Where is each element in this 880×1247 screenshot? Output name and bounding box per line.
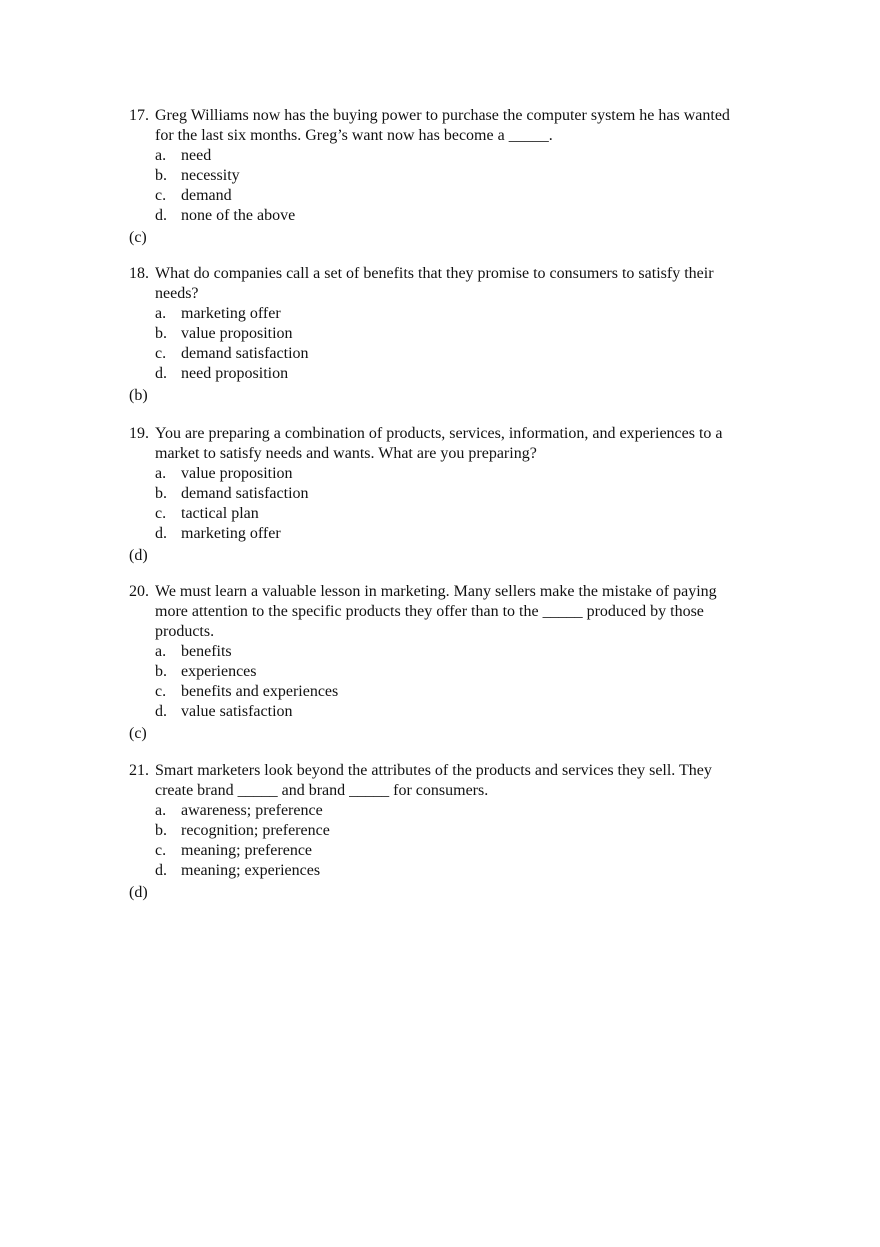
question-stem	[129, 264, 749, 304]
option-b	[155, 821, 749, 841]
question-21	[129, 761, 749, 903]
option-c	[155, 841, 749, 861]
option-letter: c.	[155, 683, 167, 700]
question-number: 19.	[129, 425, 149, 442]
option-letter: b.	[155, 167, 167, 184]
option-d	[155, 861, 749, 881]
option-letter: d.	[155, 365, 167, 382]
option-letter: a.	[155, 465, 167, 482]
option-letter: c.	[155, 345, 167, 362]
option-text: need proposition	[181, 365, 289, 382]
option-list	[129, 304, 749, 384]
question-stem	[129, 424, 749, 464]
option-letter: b.	[155, 485, 167, 502]
option-text: none of the above	[181, 207, 296, 224]
question-17	[129, 106, 749, 248]
option-text: necessity	[181, 167, 240, 184]
question-text: Greg Williams now has the buying power to purchase the computer system he has wanted for the last six months. Greg’s want now has become a _____.	[155, 107, 730, 144]
option-list	[129, 642, 749, 722]
question-stem	[129, 761, 749, 801]
option-letter: d.	[155, 525, 167, 542]
question-text: You are preparing a combination of products, services, information, and experiences to a market to satisfy needs and wants. What are you preparing?	[155, 425, 723, 462]
option-text: benefits	[181, 643, 232, 660]
option-letter: a.	[155, 643, 167, 660]
option-a	[155, 304, 749, 324]
option-letter: a.	[155, 147, 167, 164]
answer-key: (c)	[129, 229, 147, 246]
question-19	[129, 424, 749, 566]
option-text: awareness; preference	[181, 802, 323, 819]
option-list	[129, 146, 749, 226]
option-d	[155, 702, 749, 722]
question-text: What do companies call a set of benefits that they promise to consumers to satisfy their needs?	[155, 265, 714, 302]
question-number: 20.	[129, 583, 149, 600]
option-c	[155, 344, 749, 364]
question-18	[129, 264, 749, 406]
question-number: 17.	[129, 107, 149, 124]
option-b	[155, 662, 749, 682]
option-letter: c.	[155, 505, 167, 522]
option-text: demand satisfaction	[181, 345, 309, 362]
option-text: need	[181, 147, 212, 164]
option-text: demand	[181, 187, 232, 204]
option-letter: b.	[155, 822, 167, 839]
option-text: recognition; preference	[181, 822, 330, 839]
option-list	[129, 464, 749, 544]
option-d	[155, 206, 749, 226]
option-letter: d.	[155, 703, 167, 720]
option-b	[155, 484, 749, 504]
option-text: experiences	[181, 663, 257, 680]
option-c	[155, 504, 749, 524]
question-text: We must learn a valuable lesson in marketing. Many sellers make the mistake of paying more attention to the specific products they offer than to the _____ produced by those products.	[155, 583, 717, 640]
option-letter: a.	[155, 305, 167, 322]
option-letter: c.	[155, 187, 167, 204]
option-b	[155, 166, 749, 186]
answer-key: (d)	[129, 884, 148, 901]
option-letter: b.	[155, 663, 167, 680]
option-c	[155, 682, 749, 702]
question-stem	[129, 106, 749, 146]
option-text: marketing offer	[181, 305, 281, 322]
answer-key: (b)	[129, 387, 148, 404]
question-20	[129, 582, 749, 744]
option-a	[155, 146, 749, 166]
question-number: 18.	[129, 265, 149, 282]
option-text: tactical plan	[181, 505, 259, 522]
option-text: benefits and experiences	[181, 683, 339, 700]
option-a	[155, 464, 749, 484]
option-letter: b.	[155, 325, 167, 342]
option-b	[155, 324, 749, 344]
option-list	[129, 801, 749, 881]
option-letter: a.	[155, 802, 167, 819]
answer-key: (c)	[129, 725, 147, 742]
question-stem	[129, 582, 749, 642]
option-d	[155, 524, 749, 544]
option-a	[155, 801, 749, 821]
option-letter: d.	[155, 862, 167, 879]
question-number: 21.	[129, 762, 149, 779]
answer-key: (d)	[129, 547, 148, 564]
option-text: value proposition	[181, 325, 293, 342]
question-text: Smart marketers look beyond the attributes of the products and services they sell. They create brand _____ and brand _____ for consumers.	[155, 762, 712, 799]
option-d	[155, 364, 749, 384]
option-text: marketing offer	[181, 525, 281, 542]
option-letter: c.	[155, 842, 167, 859]
option-text: meaning; experiences	[181, 862, 321, 879]
option-text: demand satisfaction	[181, 485, 309, 502]
option-c	[155, 186, 749, 206]
option-text: meaning; preference	[181, 842, 313, 859]
option-letter: d.	[155, 207, 167, 224]
option-text: value satisfaction	[181, 703, 293, 720]
option-a	[155, 642, 749, 662]
option-text: value proposition	[181, 465, 293, 482]
